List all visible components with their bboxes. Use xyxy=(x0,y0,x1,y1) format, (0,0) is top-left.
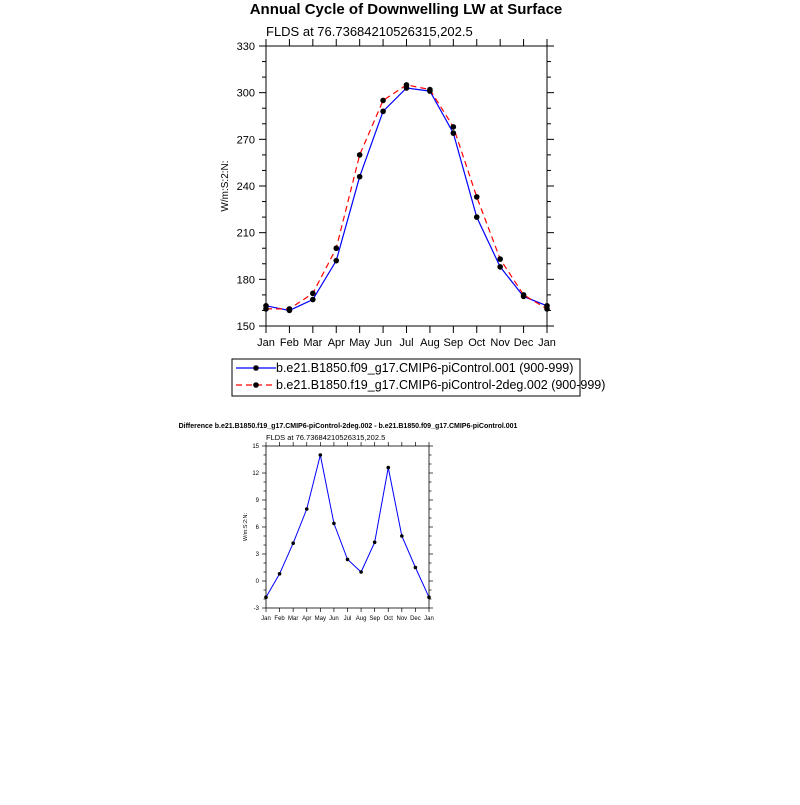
data-point-series-2-feb-1 xyxy=(287,306,293,312)
legend-marker-series-1 xyxy=(253,365,259,371)
x-tick-label: Dec xyxy=(513,336,534,349)
x-tick-label: Aug xyxy=(420,336,440,349)
y-tick-label: 6 xyxy=(255,525,259,532)
data-point-series-1-jun-5 xyxy=(380,109,386,115)
chart-subtitle: FLDS at 76.73684210526315,202.5 xyxy=(266,24,473,39)
y-tick-label: 15 xyxy=(252,444,259,451)
legend-marker-series-2 xyxy=(253,382,259,388)
x-tick-label: Jan xyxy=(538,336,556,349)
data-point-series-1-jan-0 xyxy=(264,595,268,599)
y-tick-label: 0 xyxy=(255,579,259,586)
data-point-series-2-jan-0 xyxy=(263,306,269,312)
data-point-series-2-may-4 xyxy=(357,152,363,158)
series-points xyxy=(263,82,550,313)
y-tick-label: 12 xyxy=(252,471,259,478)
data-point-series-1-jan-12 xyxy=(427,595,431,599)
data-point-series-1-jul-6 xyxy=(346,558,350,562)
data-point-series-2-jul-6 xyxy=(404,82,410,88)
x-tick-label: Oct xyxy=(383,615,393,622)
chart-title: Annual Cycle of Downwelling LW at Surface xyxy=(249,1,563,18)
x-tick-label: Sep xyxy=(443,336,464,349)
x-tick-label: Feb xyxy=(274,615,285,622)
difference-plot-frame xyxy=(266,446,429,608)
x-tick-label: Mar xyxy=(287,615,299,622)
difference-series-lines xyxy=(266,455,429,597)
data-point-series-1-apr-3 xyxy=(305,507,309,511)
data-point-series-1-dec-11 xyxy=(414,566,418,570)
series-line-2 xyxy=(266,85,547,309)
data-point-series-2-sep-8 xyxy=(451,124,457,130)
x-tick-label: Jul xyxy=(343,615,352,622)
y-axis-label: W/m:S:2:N: xyxy=(220,160,231,212)
x-tick-label: Jan xyxy=(257,336,275,349)
difference-axis-ticks xyxy=(252,442,434,622)
x-tick-label: Apr xyxy=(302,615,312,622)
y-tick-label: -3 xyxy=(253,606,259,613)
y-tick-label: 270 xyxy=(236,134,255,147)
data-point-series-1-may-4 xyxy=(357,174,363,180)
legend-entry-series-1: b.e21.B1850.f09_g17.CMIP6-piControl.001 (900-999) xyxy=(276,361,574,375)
x-tick-label: Jan xyxy=(424,615,434,622)
data-point-series-2-apr-3 xyxy=(333,245,339,251)
x-tick-label: Aug xyxy=(355,615,367,622)
series-lines xyxy=(266,85,547,311)
y-tick-label: 330 xyxy=(236,40,255,53)
data-point-series-1-oct-9 xyxy=(474,214,480,220)
series-line-1 xyxy=(266,455,429,597)
legend-entry-series-2: b.e21.B1850.f19_g17.CMIP6-piControl-2deg.002 (900-999) xyxy=(276,378,606,392)
data-point-series-1-sep-8 xyxy=(373,541,377,545)
x-tick-label: Jan xyxy=(261,615,271,622)
data-point-series-1-may-4 xyxy=(319,453,323,457)
data-point-series-1-oct-9 xyxy=(386,466,390,470)
x-tick-label: Dec xyxy=(410,615,421,622)
data-point-series-2-nov-10 xyxy=(497,256,503,262)
y-tick-label: 3 xyxy=(255,552,259,559)
data-point-series-2-aug-7 xyxy=(427,87,433,93)
data-point-series-1-nov-10 xyxy=(400,534,404,538)
difference-series-points xyxy=(264,453,431,599)
x-tick-label: Feb xyxy=(279,336,299,349)
annual-cycle-chart xyxy=(220,1,562,349)
data-point-series-1-nov-10 xyxy=(497,264,503,270)
x-tick-label: Sep xyxy=(369,615,381,622)
data-point-series-1-apr-3 xyxy=(333,258,339,264)
data-point-series-1-aug-7 xyxy=(359,570,363,574)
y-tick-label: 180 xyxy=(236,274,255,287)
x-tick-label: Jun xyxy=(329,615,339,622)
data-point-series-1-mar-2 xyxy=(291,541,295,545)
difference-chart-title: Difference b.e21.B1850.f19_g17.CMIP6-piControl-2deg.002 - b.e21.B1850.f09_g17.CMIP6-piControl.001 xyxy=(178,423,518,430)
data-point-series-1-sep-8 xyxy=(451,130,457,136)
y-tick-label: 210 xyxy=(236,227,255,240)
data-point-series-1-mar-2 xyxy=(310,297,316,303)
series-line-1 xyxy=(266,88,547,310)
x-tick-label: Jun xyxy=(374,336,392,349)
y-tick-label: 150 xyxy=(236,320,255,333)
data-point-series-2-jan-12 xyxy=(544,306,550,312)
x-tick-label: Jul xyxy=(399,336,414,349)
difference-chart-subtitle: FLDS at 76.73684210526315,202.5 xyxy=(266,433,386,442)
data-point-series-2-oct-9 xyxy=(474,194,480,200)
data-point-series-2-jun-5 xyxy=(380,98,386,104)
x-tick-label: Nov xyxy=(490,336,510,349)
data-point-series-2-dec-11 xyxy=(521,292,527,298)
y-tick-label: 240 xyxy=(236,180,255,193)
x-tick-label: May xyxy=(349,336,371,349)
legend xyxy=(232,359,605,396)
x-tick-label: May xyxy=(314,615,327,622)
data-point-series-1-feb-1 xyxy=(278,572,282,576)
data-point-series-1-jun-5 xyxy=(332,522,336,526)
x-tick-label: Nov xyxy=(396,615,408,622)
data-point-series-2-mar-2 xyxy=(310,291,316,297)
difference-chart xyxy=(179,423,518,622)
x-tick-label: Oct xyxy=(468,336,486,349)
axis-ticks xyxy=(237,39,556,349)
difference-y-axis-label: W/m:S:2:N: xyxy=(243,512,249,542)
y-tick-label: 9 xyxy=(255,498,259,505)
x-tick-label: Mar xyxy=(303,336,323,349)
y-tick-label: 300 xyxy=(236,87,255,100)
x-tick-label: Apr xyxy=(327,336,345,349)
